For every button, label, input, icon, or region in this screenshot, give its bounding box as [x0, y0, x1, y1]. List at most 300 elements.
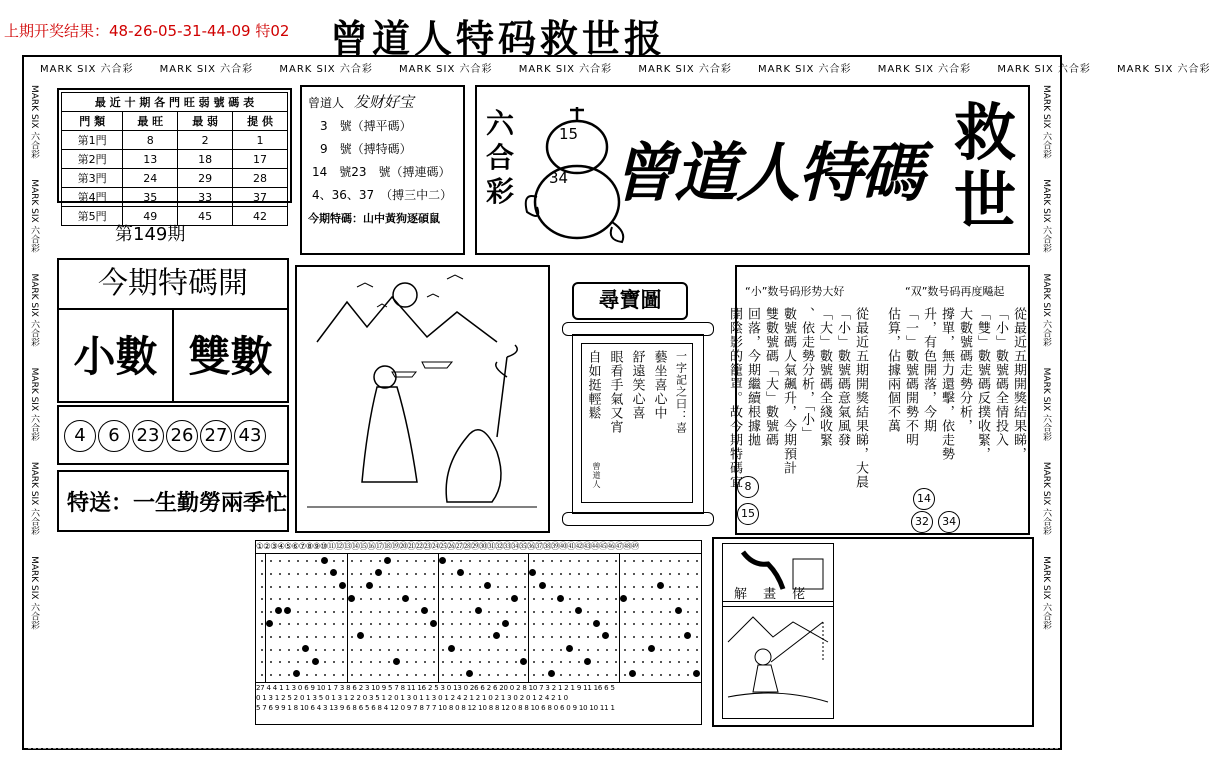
grid-point	[379, 623, 381, 625]
grid-point	[397, 649, 399, 651]
cell: 45	[178, 207, 233, 226]
grid-point	[397, 573, 399, 575]
analysis-heading: “小”数号码形势大好	[745, 285, 845, 298]
grid-hit-dot	[293, 670, 300, 677]
grid-hit-dot	[648, 645, 655, 652]
bottom-divider	[28, 748, 1058, 752]
number-ball: 34	[938, 511, 960, 533]
grid-point	[370, 560, 372, 562]
grid-point	[297, 598, 299, 600]
logo-char: 彩	[485, 175, 514, 208]
scholar-sketch-image	[297, 267, 548, 531]
number-ball: 26	[166, 420, 198, 452]
grid-point	[315, 636, 317, 638]
grid-point	[506, 636, 508, 638]
scroll-bottom	[562, 512, 714, 526]
grid-point	[370, 573, 372, 575]
grid-point	[415, 573, 417, 575]
number-ball: 32	[911, 511, 933, 533]
grid-point	[669, 560, 671, 562]
grid-point	[388, 636, 390, 638]
grid-point	[560, 661, 562, 663]
grid-point	[569, 573, 571, 575]
grid-point	[633, 611, 635, 613]
watermark-right-strip	[1040, 85, 1053, 740]
logo-char: 救	[953, 96, 1016, 169]
grid-point	[551, 573, 553, 575]
grid-point	[660, 674, 662, 676]
grid-point	[379, 649, 381, 651]
analysis-box	[727, 265, 1030, 535]
grid-point	[279, 623, 281, 625]
grid-point	[261, 674, 263, 676]
analysis-column: 撐單，無力還擊，依走勢	[939, 307, 954, 461]
grid-point	[597, 611, 599, 613]
analysis-column: 「小」數號碼意氣風發	[835, 307, 850, 447]
trend-grid	[255, 540, 702, 725]
cell: 13	[123, 150, 178, 169]
logo-char: 世	[953, 164, 1016, 237]
grid-point	[660, 649, 662, 651]
grid-point	[297, 623, 299, 625]
grid-point	[451, 674, 453, 676]
grid-point	[696, 573, 698, 575]
grid-point	[542, 598, 544, 600]
grid-point	[687, 586, 689, 588]
watermark: MARK SIX 六合彩	[29, 179, 39, 253]
grid-point	[324, 611, 326, 613]
grid-point	[642, 573, 644, 575]
grid-point	[351, 649, 353, 651]
grid-point	[333, 649, 335, 651]
watermark: MARK SIX 六合彩	[29, 367, 39, 441]
grid-point	[687, 598, 689, 600]
grid-point	[479, 598, 481, 600]
grid-point	[506, 661, 508, 663]
grid-point	[578, 598, 580, 600]
grid-point	[442, 636, 444, 638]
grid-point	[360, 598, 362, 600]
open-box	[57, 258, 289, 403]
grid-point	[433, 573, 435, 575]
grid-point	[551, 560, 553, 562]
grid-point	[306, 674, 308, 676]
grid-hit-dot	[266, 620, 273, 627]
grid-point	[533, 586, 535, 588]
grid-point	[460, 586, 462, 588]
grid-point	[333, 598, 335, 600]
row-label: 第1門	[62, 131, 123, 150]
cell: 8	[123, 131, 178, 150]
treasure-map	[560, 282, 715, 530]
grid-point	[279, 661, 281, 663]
fortune-box	[300, 85, 465, 255]
fortune-header-right: 发财好宝	[353, 93, 414, 111]
grid-point	[542, 560, 544, 562]
grid-point	[479, 649, 481, 651]
grid-point	[379, 586, 381, 588]
analysis-column: 、依走勢分析，「小」	[799, 307, 814, 441]
grid-point	[669, 661, 671, 663]
grid-point	[678, 573, 680, 575]
grid-point	[506, 611, 508, 613]
grid-point	[624, 573, 626, 575]
grid-point	[488, 636, 490, 638]
grid-point	[388, 623, 390, 625]
grid-point	[279, 573, 281, 575]
grid-point	[669, 636, 671, 638]
grid-point	[288, 649, 290, 651]
grid-point	[379, 636, 381, 638]
grid-point	[597, 674, 599, 676]
grid-point	[406, 661, 408, 663]
grid-point	[451, 586, 453, 588]
grid-point	[551, 611, 553, 613]
grid-hit-dot	[575, 607, 582, 614]
open-title: 今期特碼開	[59, 260, 287, 310]
grid-point	[633, 586, 635, 588]
grid-point	[497, 573, 499, 575]
grid-point	[551, 661, 553, 663]
grid-hit-dot	[629, 670, 636, 677]
grid-point	[606, 560, 608, 562]
grid-point	[651, 661, 653, 663]
grid-point	[515, 573, 517, 575]
scroll-column: 一字記之曰：喜	[674, 350, 688, 434]
grid-point	[678, 649, 680, 651]
grid-point	[424, 573, 426, 575]
grid-point	[360, 623, 362, 625]
grid-point	[696, 649, 698, 651]
grid-hit-dot	[493, 632, 500, 639]
grid-point	[551, 623, 553, 625]
grid-point	[297, 611, 299, 613]
grid-point	[651, 636, 653, 638]
grid-point	[569, 674, 571, 676]
column-header: 最 弱	[178, 112, 233, 131]
stats-table	[61, 92, 288, 226]
grid-point	[560, 674, 562, 676]
grid-point	[479, 661, 481, 663]
grid-point	[669, 573, 671, 575]
grid-point	[624, 636, 626, 638]
grid-point	[651, 573, 653, 575]
grid-point	[615, 598, 617, 600]
grid-point	[479, 623, 481, 625]
grid-point	[370, 623, 372, 625]
grid-point	[324, 573, 326, 575]
analysis-column: 「雙」數號碼反撲收緊，	[975, 307, 990, 461]
column-header: 門 類	[62, 112, 123, 131]
scroll-column: 眼看手氣又宵	[607, 350, 623, 434]
grid-point	[333, 586, 335, 588]
grid-point	[279, 636, 281, 638]
grid-point	[270, 674, 272, 676]
grid-point	[515, 623, 517, 625]
grid-point	[569, 586, 571, 588]
watermark: MARK SIX 六合彩	[1041, 556, 1051, 630]
grid-point	[497, 560, 499, 562]
grid-point	[397, 674, 399, 676]
grid-point	[678, 560, 680, 562]
analysis-column: 「大」數號碼全綫收緊	[817, 307, 832, 447]
grid-point	[578, 573, 580, 575]
grid-point	[633, 661, 635, 663]
grid-point	[424, 649, 426, 651]
page-title: 曾道人特码救世报	[330, 16, 667, 61]
grid-hit-dot	[421, 607, 428, 614]
row-label: 第3門	[62, 169, 123, 188]
grid-point	[442, 674, 444, 676]
grid-point	[360, 586, 362, 588]
grid-point	[388, 573, 390, 575]
grid-point	[633, 560, 635, 562]
grid-point	[587, 649, 589, 651]
grid-point	[624, 623, 626, 625]
grid-point	[642, 598, 644, 600]
grid-point	[615, 674, 617, 676]
grid-point	[660, 560, 662, 562]
grid-point	[524, 611, 526, 613]
grid-point	[324, 586, 326, 588]
grid-point	[306, 611, 308, 613]
grid-point	[442, 586, 444, 588]
grid-point	[606, 598, 608, 600]
grid-hit-dot	[502, 620, 509, 627]
logo-char: 合	[485, 141, 514, 174]
grid-point	[261, 598, 263, 600]
grid-point	[324, 661, 326, 663]
grid-point	[597, 560, 599, 562]
grid-point	[351, 636, 353, 638]
grid-point	[270, 649, 272, 651]
grid-point	[397, 611, 399, 613]
grid-point	[379, 661, 381, 663]
grid-hit-dot	[366, 582, 373, 589]
grid-hit-dot	[448, 645, 455, 652]
grid-point	[569, 560, 571, 562]
grid-point	[660, 661, 662, 663]
grid-hit-dot	[684, 632, 691, 639]
grid-point	[306, 573, 308, 575]
grid-point	[442, 573, 444, 575]
grid-point	[515, 586, 517, 588]
grid-hit-dot	[375, 569, 382, 576]
grid-point	[424, 586, 426, 588]
grid-point	[497, 649, 499, 651]
grid-point	[569, 661, 571, 663]
grid-point	[606, 649, 608, 651]
grid-point	[469, 598, 471, 600]
number-ball: 4	[64, 420, 96, 452]
grid-point	[351, 611, 353, 613]
grid-point	[469, 636, 471, 638]
grid-point	[642, 661, 644, 663]
grid-point	[415, 560, 417, 562]
grid-point	[351, 573, 353, 575]
grid-point	[370, 661, 372, 663]
grid-point	[297, 573, 299, 575]
grid-point	[469, 623, 471, 625]
analysis-column: 從最近五期開獎結果睇，大晨	[853, 307, 868, 489]
grid-point	[288, 661, 290, 663]
grid-point	[370, 649, 372, 651]
grid-point	[569, 611, 571, 613]
grid-point	[651, 623, 653, 625]
grid-point	[379, 598, 381, 600]
number-ball: 23	[132, 420, 164, 452]
analysis-column: 數號碼人氣飆升，今期預計	[781, 307, 796, 475]
fortune-line: 3 號（搏平碼）	[320, 119, 412, 133]
grid-hit-dot	[402, 595, 409, 602]
grid-point	[642, 623, 644, 625]
watermark: MARK SIX 六合彩	[399, 64, 493, 75]
grid-point	[542, 623, 544, 625]
grid-point	[333, 623, 335, 625]
grid-point	[624, 586, 626, 588]
grid-point	[333, 661, 335, 663]
grid-point	[606, 586, 608, 588]
grid-point	[415, 661, 417, 663]
grid-point	[497, 674, 499, 676]
grid-point	[415, 611, 417, 613]
analysis-column: 從最近五期開獎結果睇，	[1011, 307, 1026, 461]
grid-point	[524, 560, 526, 562]
open-left: 小數	[59, 310, 174, 403]
grid-hit-dot	[693, 670, 700, 677]
grid-point	[488, 611, 490, 613]
cell: 2	[178, 131, 233, 150]
grid-point	[696, 661, 698, 663]
watermark: MARK SIX 六合彩	[29, 273, 39, 347]
grid-point	[542, 573, 544, 575]
grid-point	[451, 560, 453, 562]
grid-point	[696, 560, 698, 562]
grid-point	[388, 598, 390, 600]
grid-point	[469, 586, 471, 588]
grid-point	[324, 649, 326, 651]
grid-point	[524, 598, 526, 600]
grid-divider	[619, 554, 620, 682]
watermark: MARK SIX 六合彩	[1041, 85, 1051, 159]
grid-point	[451, 661, 453, 663]
grid-point	[506, 649, 508, 651]
grid-point	[669, 598, 671, 600]
grid-point	[651, 674, 653, 676]
grid-point	[315, 586, 317, 588]
grid-point	[460, 623, 462, 625]
grid-point	[324, 636, 326, 638]
grid-hit-dot	[275, 607, 282, 614]
grid-point	[433, 661, 435, 663]
grid-point	[270, 573, 272, 575]
grid-point	[288, 636, 290, 638]
analysis-balls-right	[911, 487, 960, 533]
watermark: MARK SIX 六合彩	[159, 64, 254, 75]
grid-point	[651, 560, 653, 562]
grid-point	[424, 661, 426, 663]
grid-hit-dot	[384, 557, 391, 564]
grid-point	[678, 623, 680, 625]
grid-point	[488, 649, 490, 651]
table-row	[62, 188, 288, 207]
grid-point	[533, 674, 535, 676]
grid-hit-dot	[511, 595, 518, 602]
grid-hit-dot	[330, 569, 337, 576]
treasure-title: 尋寶圖	[572, 282, 688, 320]
grid-point	[261, 586, 263, 588]
grid-point	[587, 586, 589, 588]
grid-hit-dot	[602, 632, 609, 639]
grid-point	[315, 674, 317, 676]
grid-point	[306, 560, 308, 562]
grid-point	[433, 611, 435, 613]
grid-area	[256, 554, 701, 682]
stats-table-title: 最 近 十 期 各 門 旺 弱 號 碼 表	[62, 93, 288, 112]
grid-point	[469, 611, 471, 613]
grid-point	[533, 560, 535, 562]
grid-point	[279, 649, 281, 651]
analysis-balls-left	[737, 475, 763, 525]
grid-hit-dot	[657, 582, 664, 589]
watermark: MARK SIX 六合彩	[40, 64, 134, 75]
grid-hit-dot	[557, 595, 564, 602]
grid-point	[633, 598, 635, 600]
grid-hit-dot	[457, 569, 464, 576]
row-label: 第2門	[62, 150, 123, 169]
grid-point	[624, 661, 626, 663]
cell: 29	[178, 169, 233, 188]
grid-point	[542, 636, 544, 638]
grid-point	[597, 649, 599, 651]
grid-point	[651, 598, 653, 600]
logo-side-text	[945, 96, 1025, 237]
number-ball: 14	[913, 488, 935, 510]
watermark-strip	[40, 60, 1211, 78]
grid-point	[297, 586, 299, 588]
grid-point	[479, 636, 481, 638]
grid-footer	[256, 682, 701, 713]
grid-point	[379, 560, 381, 562]
grid-point	[569, 636, 571, 638]
grid-point	[533, 623, 535, 625]
grid-point	[406, 586, 408, 588]
grid-point	[587, 623, 589, 625]
grid-point	[560, 623, 562, 625]
grid-point	[415, 598, 417, 600]
cell: 42	[233, 207, 288, 226]
grid-point	[606, 623, 608, 625]
grid-point	[515, 674, 517, 676]
grid-hit-dot	[466, 670, 473, 677]
grid-point	[288, 674, 290, 676]
watermark: MARK SIX 六合彩	[1117, 64, 1211, 75]
grid-point	[506, 573, 508, 575]
fortune-line: 14 號23 號（搏連碼）	[312, 165, 451, 179]
watermark: MARK SIX 六合彩	[1041, 179, 1051, 253]
grid-point	[542, 649, 544, 651]
row-label: 第5門	[62, 207, 123, 226]
grid-point	[388, 674, 390, 676]
grid-point	[479, 674, 481, 676]
grid-point	[606, 661, 608, 663]
grid-point	[469, 573, 471, 575]
grid-point	[687, 649, 689, 651]
grid-point	[687, 560, 689, 562]
grid-point	[642, 611, 644, 613]
fisherman-sketch-image	[723, 602, 833, 718]
grid-point	[660, 598, 662, 600]
